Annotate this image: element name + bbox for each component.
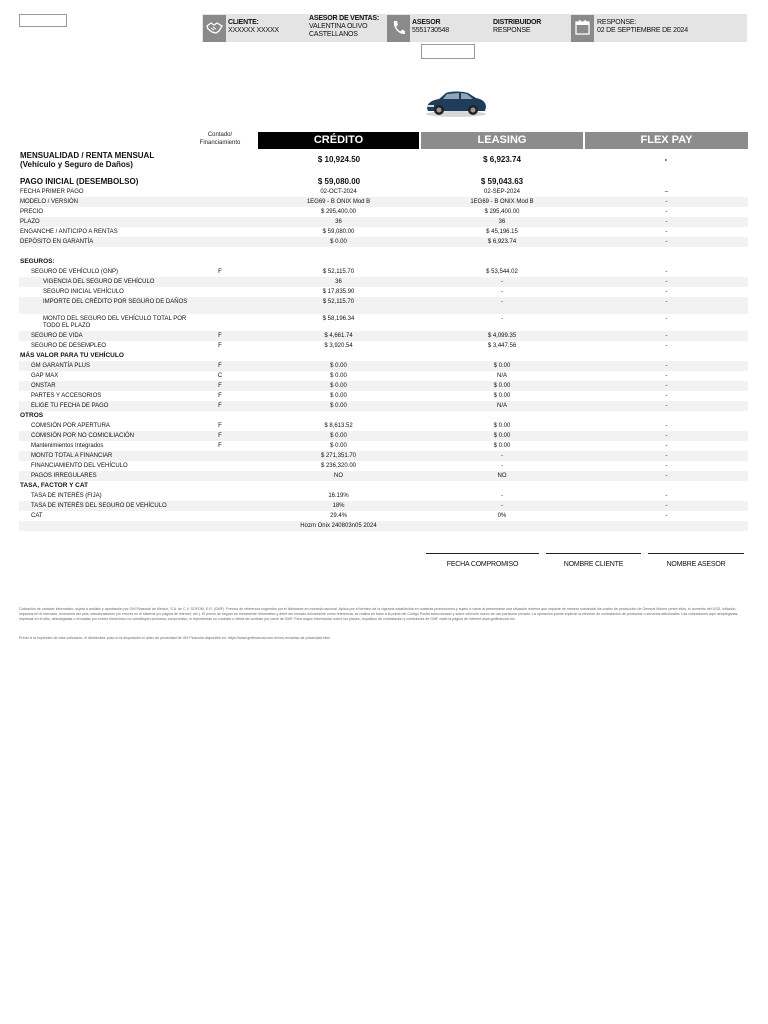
- cell-contado: [183, 227, 257, 237]
- cell-contado: [183, 207, 257, 217]
- cell-credito: $ 0.00: [330, 403, 347, 409]
- cell-credito: 16.19%: [328, 493, 349, 499]
- cell-flex: -: [665, 493, 668, 499]
- table-row: [19, 371, 748, 381]
- calendar-icon: [571, 15, 594, 42]
- cell-contado: F: [218, 269, 222, 275]
- cell-flex: -: [665, 503, 668, 509]
- signature-line-cliente: [546, 553, 641, 554]
- cell-flex: -: [665, 239, 668, 245]
- row-label: COMISIÓN POR APERTURA: [31, 423, 110, 429]
- cell-leasing: $ 0.00: [493, 363, 511, 369]
- sales-advisor-label: ASESOR DE VENTAS:: [309, 15, 379, 22]
- cell-flex: -: [665, 513, 668, 519]
- table-row: [19, 207, 748, 217]
- header-flex-pay: FLEX PAY: [585, 132, 748, 149]
- cell-contado: [183, 277, 257, 287]
- section-title: OTROS: [20, 412, 44, 419]
- table-row: [19, 277, 748, 287]
- cell-flex: -: [665, 463, 668, 469]
- table-row: [19, 391, 748, 401]
- cell-credito: $ 0.00: [330, 373, 347, 379]
- table-row: [19, 451, 748, 461]
- row-label: SEGURO DE VEHÍCULO (GNP): [31, 269, 119, 275]
- cell-flex: -: [665, 393, 668, 399]
- cell-credito: $ 17,835.90: [322, 289, 355, 295]
- cell-leasing: -: [501, 316, 503, 322]
- cell-contado: [183, 461, 257, 471]
- response-label: RESPONSE:: [597, 19, 637, 26]
- privacy-notice: Previo a la impresión de esta cotización, el distribuidor puso a mi disposición el aviso de privacidad de GM Financial disponible en: https://www.gmfinancial.com.mx/es-mx/aviso-de-privacidad.html: [19, 636, 330, 640]
- row-label: GM GARANTÍA PLUS: [31, 363, 91, 369]
- table-row: [19, 227, 748, 237]
- pago-inicial-credito: $ 59,080.00: [317, 177, 361, 186]
- cell-leasing: 1EG69 - B ONIX Mod B: [470, 199, 534, 205]
- mensualidad-leasing: $ 6,923.74: [483, 155, 521, 164]
- row-label: PARTES Y ACCESORIOS: [31, 393, 102, 399]
- cell-credito: $ 295,400.00: [320, 209, 357, 215]
- cell-credito: 02-OCT-2024: [320, 189, 357, 195]
- cell-flex: -: [665, 199, 668, 205]
- cell-leasing: 02-SEP-2024: [483, 189, 521, 195]
- cell-credito: $ 52,115.70: [322, 299, 355, 305]
- cell-flex: -: [665, 453, 668, 459]
- cell-credito: 18%: [332, 503, 345, 509]
- advisor-phone: 5551730548: [412, 27, 449, 34]
- row-label: MONTO TOTAL A FINANCIAR: [31, 453, 113, 459]
- cell-credito: $ 0.00: [330, 239, 347, 245]
- cell-leasing: $ 4,099.35: [487, 333, 517, 339]
- cell-flex: -: [665, 343, 668, 349]
- cell-leasing: -: [501, 463, 503, 469]
- cell-contado: [183, 501, 257, 511]
- table-row: [19, 491, 748, 501]
- distributor-block: [493, 19, 541, 35]
- row-label: TASA DE INTERÉS DEL SEGURO DE VEHÍCULO: [31, 503, 167, 509]
- cell-contado: F: [218, 393, 222, 399]
- table-row: [19, 431, 748, 441]
- row-label: ELIGE TU FECHA DE PAGO: [31, 403, 109, 409]
- cell-leasing: [421, 521, 583, 531]
- cell-leasing: $ 6,923.74: [487, 239, 517, 245]
- header-credito: CRÉDITO: [258, 132, 419, 149]
- cell-contado: F: [218, 333, 222, 339]
- cell-contado: C: [217, 373, 223, 379]
- table-row: [19, 217, 748, 227]
- cell-flex: -: [665, 279, 668, 285]
- cell-contado: [183, 197, 257, 207]
- cell-contado: [183, 451, 257, 461]
- pago-inicial-leasing: $ 59,043.63: [480, 177, 524, 186]
- cell-contado: F: [218, 363, 222, 369]
- cell-leasing: N/A: [496, 373, 507, 379]
- cell-contado: F: [218, 433, 222, 439]
- mensualidad-credito: $ 10,924.50: [317, 155, 361, 164]
- cell-leasing: $ 0.00: [493, 423, 511, 429]
- row-label: ENGANCHE / ANTICIPO A RENTAS: [20, 229, 118, 235]
- spacer-row: [19, 247, 748, 257]
- table-row: [19, 297, 748, 314]
- cell-leasing: -: [501, 299, 503, 305]
- row-label: GAP MAX: [31, 373, 59, 379]
- cell-flex: -: [665, 316, 668, 322]
- center-placeholder-box: [421, 44, 475, 59]
- cell-leasing: -: [501, 453, 503, 459]
- mensualidad-flex: -: [664, 155, 668, 164]
- sales-advisor-block: [309, 15, 387, 39]
- cell-leasing: $ 53,544.02: [486, 269, 518, 275]
- cell-contado: [183, 187, 257, 197]
- table-row: [19, 314, 748, 331]
- cell-flex: -: [665, 363, 668, 369]
- row-label: COMISIÓN POR NO COMICILIACIÓN: [31, 433, 135, 439]
- table-row: [19, 341, 748, 351]
- cell-flex: -: [665, 219, 668, 225]
- cell-flex: -: [665, 423, 668, 429]
- handshake-icon: [203, 15, 226, 42]
- table-row: [19, 287, 748, 297]
- header-leasing: LEASING: [421, 132, 583, 149]
- row-label: TASA DE INTERÉS (FIJA): [31, 493, 102, 499]
- table-row: [19, 501, 748, 511]
- row-label: CAT: [31, 513, 43, 519]
- cell-contado: F: [218, 423, 222, 429]
- cell-credito: 29.4%: [329, 513, 347, 519]
- table-row: [19, 187, 748, 197]
- cell-credito: $ 58,196.34: [322, 316, 355, 322]
- phone-icon: [387, 15, 410, 42]
- legal-disclaimer: Cotización de carácter informativo, sujeta a análisis y aprobación por GM Financial de México, S.A. de C.V. SOFOM, E.R. (GMF). Precios de referencia sugeridos por el fabricante en moneda nacional. Aplica por el término de la vigencia establecida en nuestras promociones y sujeto a variar al presentarse una situación externa que impacte de manera sustancial los costos de producción de General Motors (entre ellos, el aumento del USD, inflación, impactos en el mercado, economía del país, actualizaciones y/o errores en el sistema y/o página de internet, etc.). El precio de seguro es meramente informativo y debe ser tomado únicamente como referencia, se realiza en base a la prima del Código Postal seleccionado y sobre vehículo nuevo de uso particular privado. La operación puede implicar la elección de contratación de productos o servicios adicionales. Las cotizaciones aquí desplegadas, impresas en el sitio, descargadas o enviadas por correo electrónico no constituyen promesa, compromiso, ni representan un contrato u oferta de contrato por parte de GMF. Para mayor información sobre los planes, requisitos de contratación y comisiones de GMF visite la página de internet www.gmfinancial.mx.: [19, 607, 739, 621]
- row-label: MONTO DEL SEGURO DEL VEHÍCULO TOTAL POR TODO EL PLAZO: [43, 316, 187, 329]
- cell-contado: [183, 471, 257, 481]
- row-label: MODELO / VERSIÓN: [20, 199, 79, 205]
- row-label: DEPÓSITO EN GARANTÍA: [20, 239, 94, 245]
- table-row: [19, 267, 748, 277]
- table-row: [19, 421, 748, 431]
- cell-credito: $ 0.00: [330, 433, 347, 439]
- row-label: VIGENCIA DEL SEGURO DE VEHÍCULO: [43, 279, 155, 285]
- cell-credito: $ 236,320.00: [320, 463, 357, 469]
- cell-credito: $ 0.00: [330, 393, 347, 399]
- cell-flex: –: [664, 189, 669, 195]
- cell-credito: $ 4,661.74: [324, 333, 353, 339]
- cell-credito: 36: [335, 219, 342, 225]
- car-image: [424, 86, 488, 118]
- row-label: PRECIO: [20, 209, 44, 215]
- cell-credito: NO: [334, 473, 343, 479]
- pago-inicial-row: [19, 177, 748, 187]
- advisor-label: ASESOR: [412, 19, 441, 26]
- table-row: [19, 471, 748, 481]
- cell-flex: -: [665, 373, 668, 379]
- cell-credito: Hozm Onix 240803n05 2024: [300, 523, 377, 529]
- cell-flex: -: [665, 443, 668, 449]
- mensualidad-row: [19, 151, 748, 173]
- logo-placeholder: [19, 14, 67, 27]
- row-label: PLAZO: [20, 219, 40, 225]
- cell-leasing: $ 3,447.56: [487, 343, 517, 349]
- cell-leasing: $ 0.00: [493, 393, 511, 399]
- cell-credito: $ 52,115.70: [322, 269, 355, 275]
- cell-flex: -: [665, 269, 668, 275]
- cell-credito: $ 59,080.00: [322, 229, 355, 235]
- cell-leasing: $ 45,196.15: [486, 229, 518, 235]
- detail-table: [19, 187, 748, 531]
- row-label: SEGURO INICIAL VEHÍCULO: [43, 289, 124, 295]
- client-value: XXXXXX XXXXX: [228, 27, 279, 34]
- row-label: SEGURO DE DESEMPLEO: [31, 343, 107, 349]
- distributor-value: RESPONSE: [493, 27, 531, 34]
- cell-leasing: -: [501, 279, 503, 285]
- signature-label-asesor: NOMBRE ASESOR: [666, 561, 726, 568]
- cell-contado: [183, 491, 257, 501]
- cell-credito: $ 0.00: [330, 383, 347, 389]
- table-row: [19, 461, 748, 471]
- table-row: [19, 237, 748, 247]
- section-header: [19, 411, 748, 421]
- cell-credito: $ 3,920.54: [324, 343, 353, 349]
- section-title: MÁS VALOR PARA TU VEHÍCULO: [20, 352, 124, 359]
- cell-flex: -: [665, 209, 668, 215]
- cell-flex: -: [665, 473, 668, 479]
- contado-financiamiento-label: Contado/ Financiamiento: [199, 132, 241, 146]
- table-row: [19, 401, 748, 411]
- table-row: [19, 521, 748, 531]
- table-row: [19, 381, 748, 391]
- client-block: [228, 19, 279, 35]
- cell-contado: [183, 217, 257, 227]
- cell-leasing: -: [501, 289, 503, 295]
- row-label: FECHA PRIMER PAGO: [20, 189, 84, 195]
- sales-advisor-value: VALENTINA OLIVO CASTELLANOS: [309, 23, 368, 38]
- cell-flex: -: [665, 289, 668, 295]
- cell-leasing: 36: [498, 219, 506, 225]
- signature-line-asesor: [648, 553, 744, 554]
- table-row: [19, 361, 748, 371]
- cell-flex: -: [665, 229, 668, 235]
- signature-label-fecha: FECHA COMPROMISO: [446, 561, 519, 568]
- cell-contado: F: [218, 443, 222, 449]
- cell-credito: $ 0.00: [330, 443, 347, 449]
- cell-leasing: $ 0.00: [493, 443, 511, 449]
- cell-credito: 1EG69 - B ONIX Mod B: [306, 199, 371, 205]
- cell-flex: -: [665, 299, 668, 305]
- cell-contado: F: [218, 403, 222, 409]
- cell-leasing: -: [501, 503, 503, 509]
- cell-leasing: N/A: [496, 403, 507, 409]
- cell-leasing: $ 0.00: [493, 433, 511, 439]
- cell-flex: -: [665, 333, 668, 339]
- row-label: SEGURO DE VIDA: [31, 333, 83, 339]
- cell-leasing: NO: [497, 473, 507, 479]
- cell-flex: [585, 521, 748, 531]
- cell-credito: $ 0.00: [330, 363, 347, 369]
- cell-credito: $ 271,351.70: [320, 453, 357, 459]
- cell-contado: [183, 287, 257, 297]
- section-header: [19, 481, 748, 491]
- section-title: SEGUROS:: [20, 258, 55, 265]
- cell-credito: 36: [335, 279, 342, 285]
- signature-label-cliente: NOMBRE CLIENTE: [563, 561, 624, 568]
- section-header: [19, 351, 748, 361]
- cell-leasing: 0%: [497, 513, 507, 519]
- cell-leasing: -: [501, 493, 503, 499]
- signature-line-fecha: [426, 553, 539, 554]
- cell-flex: -: [665, 433, 668, 439]
- cell-credito: $ 8,613.52: [324, 423, 353, 429]
- row-label: PAGOS IRREGULARES: [31, 473, 97, 479]
- cell-flex: -: [665, 403, 668, 409]
- cell-contado: F: [218, 343, 222, 349]
- mensualidad-label: MENSUALIDAD / RENTA MENSUAL (Vehículo y Seguro de Daños): [20, 151, 155, 169]
- row-label: ONSTAR: [31, 383, 56, 389]
- client-label: CLIENTE:: [228, 19, 259, 26]
- cell-contado: [183, 237, 257, 247]
- section-header: [19, 257, 748, 267]
- table-row: [19, 511, 748, 521]
- distributor-label: DISTRIBUIDOR: [493, 19, 542, 26]
- cell-contado: [183, 511, 257, 521]
- cell-leasing: $ 295,400.00: [484, 209, 520, 215]
- cell-contado: [183, 521, 257, 531]
- cell-flex: -: [665, 383, 668, 389]
- advisor-block: [412, 19, 449, 35]
- table-row: [19, 441, 748, 451]
- row-label: FINANCIAMIENTO DEL VEHÍCULO: [31, 463, 128, 469]
- row-label: IMPORTE DEL CRÉDITO POR SEGURO DE DAÑOS: [43, 299, 188, 305]
- pago-inicial-label: PAGO INICIAL (DESEMBOLSO): [20, 177, 139, 186]
- cell-leasing: $ 0.00: [493, 383, 511, 389]
- cell-contado: F: [218, 383, 222, 389]
- response-date: 02 DE SEPTIEMBRE DE 2024: [597, 27, 688, 34]
- response-block: [597, 19, 688, 35]
- row-label: Mantenimientos Integrados: [31, 443, 104, 449]
- table-row: [19, 197, 748, 207]
- section-title: TASA, FACTOR Y CAT: [20, 482, 89, 489]
- table-row: [19, 331, 748, 341]
